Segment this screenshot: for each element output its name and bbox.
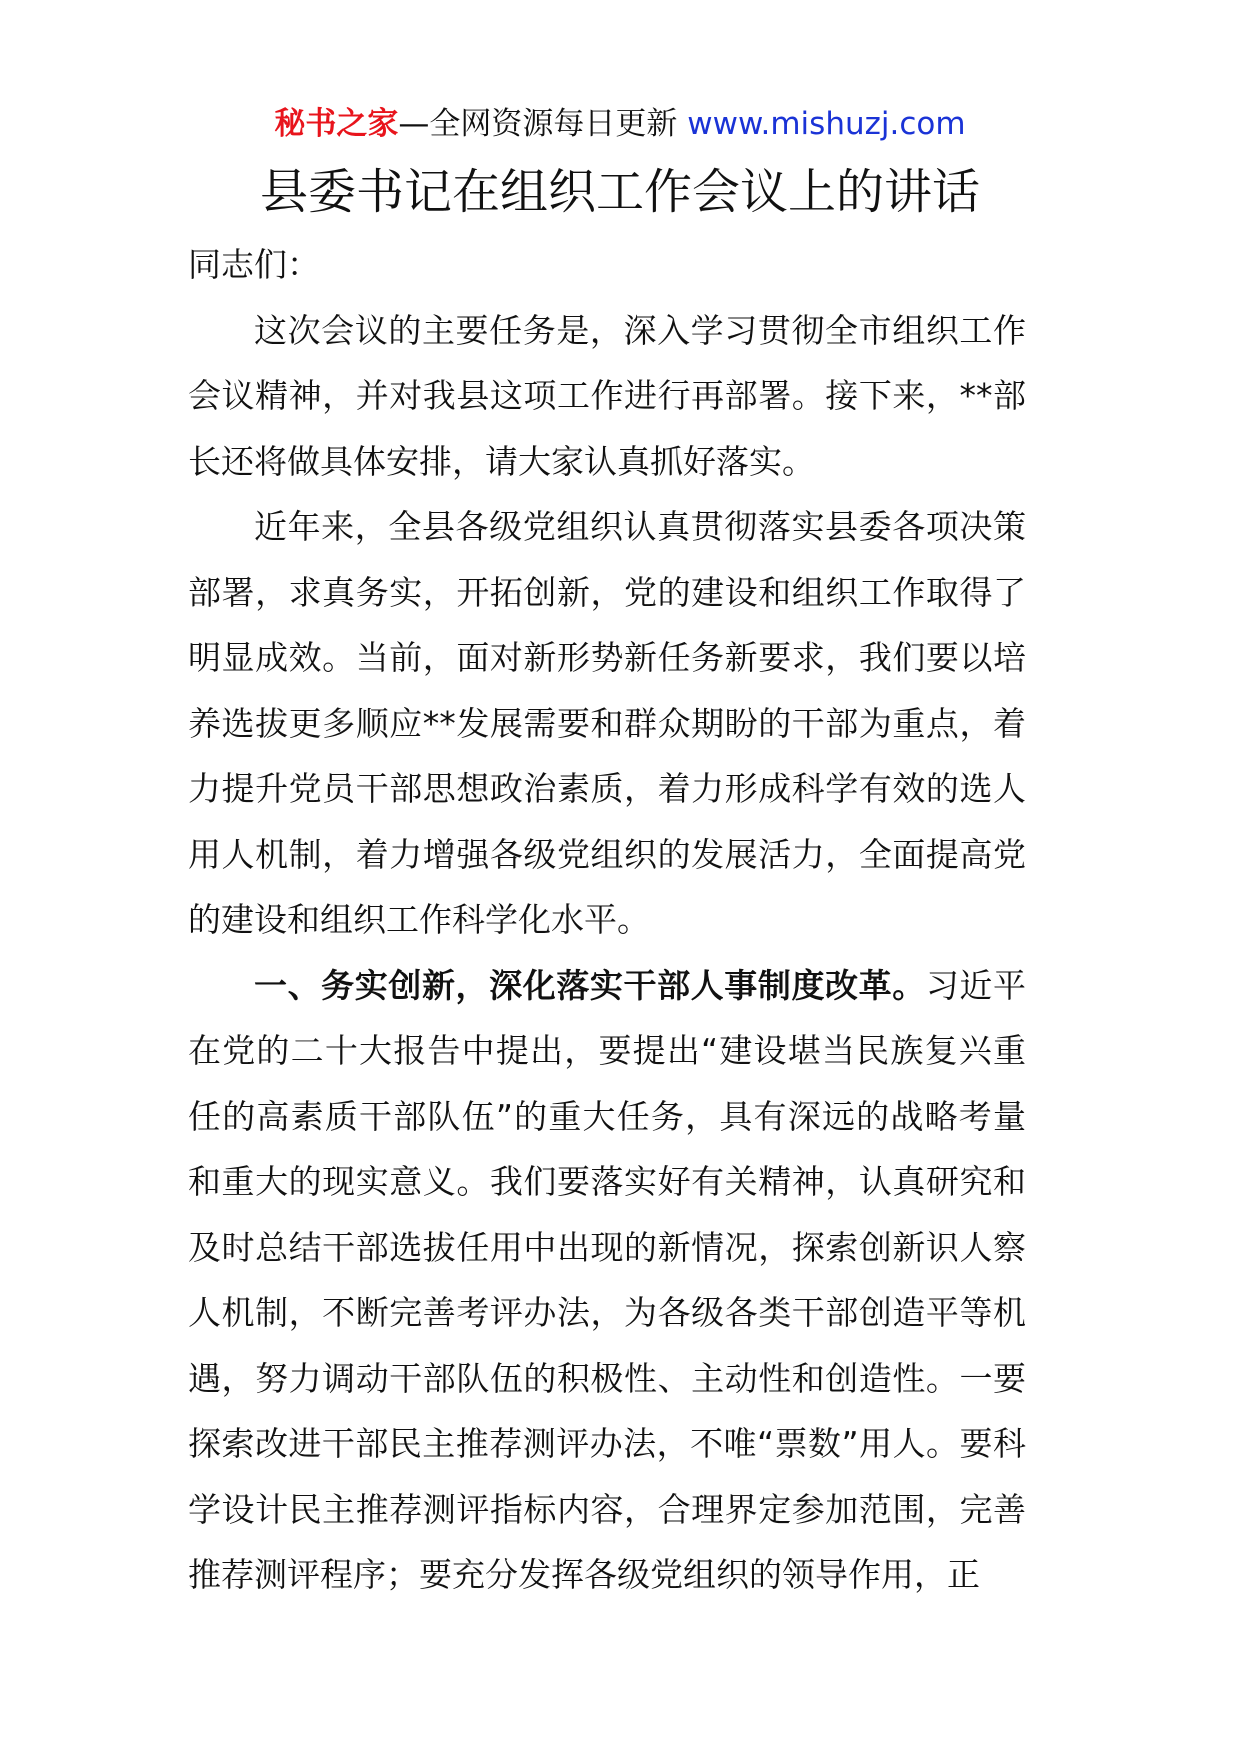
site-tagline: —全网资源每日更新 bbox=[398, 106, 688, 142]
site-brand: 秘书之家 bbox=[274, 106, 399, 142]
greeting: 同志们： bbox=[188, 245, 320, 284]
document-title: 县委书记在组织工作会议上的讲话 bbox=[259, 164, 980, 220]
section-1-paragraph bbox=[188, 953, 1026, 1608]
section-1-heading: 一、务实创新，深化落实干部人事制度改革。 bbox=[254, 965, 926, 1005]
site-url-link[interactable]: www.mishuzj.com bbox=[687, 106, 966, 142]
paragraph-overview: 近年来，全县各级党组织认真贯彻落实县委各项决策部署，求真务实，开拓创新，党的建设和组织工作取得了明显成效。当前，面对新形势新任务新要求，我们要以培养选拔更多顺应**发展需要和群众期盼的干部为重点，着力提升党员干部思想政治素质，着力形成科学有效的选人用人机制，着力增强各级党组织的发展活力，全面提高党的建设和组织工作科学化水平。 bbox=[188, 507, 1026, 939]
site-header bbox=[0, 104, 1240, 144]
document-body bbox=[188, 232, 1026, 1608]
paragraph-intro: 这次会议的主要任务是，深入学习贯彻全市组织工作会议精神，并对我县这项工作进行再部署。接下来，**部长还将做具体安排，请大家认真抓好落实。 bbox=[188, 310, 1026, 481]
section-1-body: 习近平在党的二十大报告中提出，要提出“建设堪当民族复兴重任的高素质干部队伍”的重大任务，具有深远的战略考量和重大的现实意义。我们要落实好有关精神，认真研究和及时总结干部选拔任用中出现的新情况，探索创新识人察人机制，不断完善考评办法，为各级各类干部创造平等机遇，努力调动干部队伍的积极性、主动性和创造性。一要探索改进干部民主推荐测评办法，不唯“票数”用人。要科学设计民主推荐测评指标内容，合理界定参加范围，完善推荐测评程序；要充分发挥各级党组织的领导作用，正 bbox=[188, 965, 1027, 1594]
